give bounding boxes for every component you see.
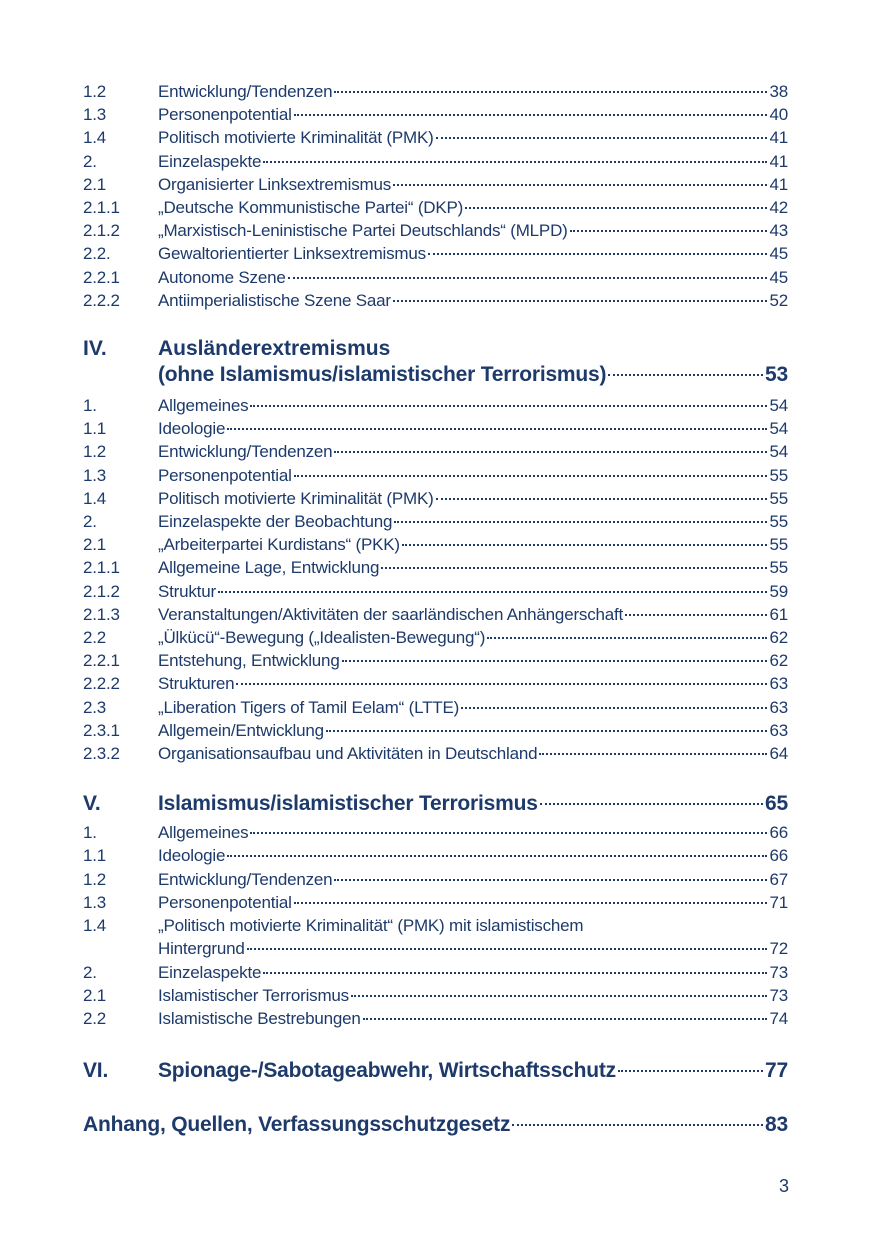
entry-page: 41 <box>769 174 788 194</box>
dot-leader <box>436 137 768 139</box>
entry-title: Struktur <box>158 581 216 601</box>
toc-entry[interactable] <box>83 984 788 1007</box>
entry-page: 40 <box>769 105 788 125</box>
entry-title: Entstehung, Entwicklung <box>158 651 340 671</box>
entry-page: 54 <box>769 396 788 416</box>
entry-number: 2.1.1 <box>83 558 120 578</box>
toc-group-linksextremismus <box>83 80 788 312</box>
entry-number: 2.1.3 <box>83 604 120 624</box>
toc-entry[interactable] <box>83 626 788 649</box>
entry-page: 55 <box>769 465 788 485</box>
section-page: 65 <box>765 792 788 816</box>
entry-title: Veranstaltungen/Aktivitäten der saarländischen Anhängerschaft <box>158 604 624 624</box>
entry-page: 71 <box>769 892 788 912</box>
entry-page: 73 <box>769 985 788 1005</box>
entry-number: 2.1 <box>83 535 107 555</box>
entry-page: 55 <box>769 558 788 578</box>
entry-page: 55 <box>769 535 788 555</box>
appendix-title: Anhang, Quellen, Verfassungsschutzgesetz <box>83 1113 511 1137</box>
entry-title: Personenpotential <box>158 105 292 125</box>
entry-page: 63 <box>769 720 788 740</box>
dot-leader <box>250 832 767 834</box>
toc-entry[interactable] <box>83 961 788 984</box>
toc-entry-1-4[interactable] <box>83 914 788 960</box>
section-number: VI. <box>83 1059 109 1083</box>
entry-title: Organisationsaufbau und Aktivitäten in Deutschland <box>158 744 538 764</box>
entry-page: 62 <box>769 628 788 648</box>
dot-leader <box>334 91 767 93</box>
entry-number: 1.1 <box>83 419 107 439</box>
toc-section-vi[interactable] <box>83 1058 788 1084</box>
toc-section-iv[interactable] <box>83 336 788 388</box>
entry-title: Einzelaspekte <box>158 962 262 982</box>
entry-number: 1.4 <box>83 128 107 148</box>
entry-title: Allgemeines <box>158 396 249 416</box>
dot-leader <box>294 902 768 904</box>
appendix-page: 83 <box>765 1113 788 1137</box>
dot-leader <box>394 521 767 523</box>
entry-number: 1.3 <box>83 105 107 125</box>
toc-entry[interactable] <box>83 80 788 103</box>
toc-entry[interactable] <box>83 672 788 695</box>
toc-entry[interactable] <box>83 844 788 867</box>
dot-leader <box>334 451 767 453</box>
entry-page: 63 <box>769 674 788 694</box>
toc-entry[interactable] <box>83 196 788 219</box>
dot-leader <box>465 207 767 209</box>
toc-entry[interactable] <box>83 603 788 626</box>
dot-leader <box>227 855 767 857</box>
entry-title: Politisch motivierte Kriminalität (PMK) <box>158 128 434 148</box>
entry-title: Einzelaspekte <box>158 151 262 171</box>
entry-title: Personenpotential <box>158 465 292 485</box>
dot-leader <box>263 161 767 163</box>
dot-leader <box>334 879 767 881</box>
entry-title: Antiimperialistische Szene Saar <box>158 290 391 310</box>
dot-leader <box>428 253 768 255</box>
entry-page: 66 <box>769 823 788 843</box>
toc-entry[interactable] <box>83 742 788 765</box>
dot-leader <box>227 428 767 430</box>
entry-page: 55 <box>769 488 788 508</box>
toc-entry[interactable] <box>83 649 788 672</box>
entry-page: 54 <box>769 442 788 462</box>
entry-number: 2.2 <box>83 628 107 648</box>
entry-page: 74 <box>769 1008 788 1028</box>
entry-number: 1.3 <box>83 892 107 912</box>
section-title: Ausländerextremismus <box>158 337 391 361</box>
entry-number: 2.2 <box>83 1008 107 1028</box>
entry-title: „Marxistisch-Leninistische Partei Deutschlands“ (MLPD) <box>158 221 568 241</box>
dot-leader <box>461 707 767 709</box>
entry-page: 38 <box>769 82 788 101</box>
dot-leader <box>625 614 767 616</box>
toc-entry[interactable] <box>83 821 788 844</box>
entry-number: 2. <box>83 962 97 982</box>
entry-title: Entwicklung/Tendenzen <box>158 442 333 462</box>
entry-page: 41 <box>769 151 788 171</box>
toc-group-auslaenderextremismus <box>83 394 788 765</box>
entry-number: 2.3.1 <box>83 720 120 740</box>
dot-leader <box>247 948 768 950</box>
toc-group-islamismus <box>83 821 788 914</box>
entry-page: 64 <box>769 744 788 764</box>
toc-entry[interactable] <box>83 289 788 312</box>
entry-number: 2. <box>83 512 97 532</box>
section-page: 77 <box>765 1059 788 1083</box>
entry-title: Allgemein/Entwicklung <box>158 720 324 740</box>
dot-leader <box>236 683 767 685</box>
entry-title: „Ülkücü“-Bewegung („Idealisten-Bewegung“) <box>158 628 486 648</box>
toc-entry[interactable] <box>83 417 788 440</box>
entry-title: Hintergrund <box>158 939 245 959</box>
entry-number: 2.2.1 <box>83 651 120 671</box>
toc-entry[interactable] <box>83 580 788 603</box>
entry-number: 1. <box>83 396 97 416</box>
dot-leader <box>218 591 768 593</box>
entry-page: 41 <box>769 128 788 148</box>
toc-entry[interactable] <box>83 556 788 579</box>
entry-number: 1.2 <box>83 869 107 889</box>
dot-leader <box>250 405 767 407</box>
section-title: Spionage-/Sabotageabwehr, Wirtschaftsschutz <box>158 1059 616 1083</box>
entry-page: 55 <box>769 512 788 532</box>
entry-page: 42 <box>769 198 788 218</box>
entry-title: Allgemeine Lage, Entwicklung <box>158 558 380 578</box>
toc-entry[interactable] <box>83 266 788 289</box>
toc-entry[interactable] <box>83 150 788 173</box>
entry-page: 72 <box>769 939 788 959</box>
entry-number: 2.3 <box>83 697 107 717</box>
dot-leader <box>294 114 768 116</box>
entry-number: 1.3 <box>83 465 107 485</box>
toc-group-islamismus-aspekte <box>83 961 788 1031</box>
entry-page: 62 <box>769 651 788 671</box>
entry-title: Islamistischer Terrorismus <box>158 985 349 1005</box>
toc-entry[interactable] <box>83 103 788 126</box>
entry-title: „Deutsche Kommunistische Partei“ (DKP) <box>158 198 464 218</box>
dot-leader <box>402 544 768 546</box>
toc-entry[interactable] <box>83 219 788 242</box>
entry-number: 1.4 <box>83 916 107 936</box>
dot-leader <box>351 995 768 997</box>
entry-number: 2.2.2 <box>83 674 120 694</box>
entry-number: 2.1.1 <box>83 198 120 218</box>
toc-entry[interactable] <box>83 1007 788 1030</box>
entry-title: Ideologie <box>158 846 226 866</box>
entry-number: 1.2 <box>83 82 107 101</box>
entry-page: 59 <box>769 581 788 601</box>
dot-leader <box>288 277 768 279</box>
dot-leader <box>393 300 768 302</box>
entry-title: Allgemeines <box>158 823 249 843</box>
dot-leader <box>363 1018 768 1020</box>
toc-entry[interactable] <box>83 891 788 914</box>
entry-title: „Politisch motivierte Kriminalität“ (PMK) mit islamistischem <box>158 916 584 936</box>
entry-number: 2.2.2 <box>83 290 120 310</box>
dot-leader <box>381 567 767 569</box>
entry-title: Entwicklung/Tendenzen <box>158 82 333 101</box>
entry-page: 43 <box>769 221 788 241</box>
toc-appendix[interactable] <box>83 1112 788 1138</box>
entry-title: Personenpotential <box>158 892 292 912</box>
entry-title: Entwicklung/Tendenzen <box>158 869 333 889</box>
dot-leader <box>618 1070 763 1072</box>
entry-number: 2.1 <box>83 174 107 194</box>
entry-number: 2.2.1 <box>83 267 120 287</box>
entry-page: 45 <box>769 267 788 287</box>
entry-number: 2.1 <box>83 985 107 1005</box>
dot-leader <box>608 374 763 376</box>
section-title: Islamismus/islamistischer Terrorismus <box>158 792 538 816</box>
entry-number: 1. <box>83 823 97 843</box>
section-number: V. <box>83 792 101 816</box>
dot-leader <box>539 753 767 755</box>
entry-number: 2. <box>83 151 97 171</box>
toc-entry[interactable] <box>83 533 788 556</box>
dot-leader <box>512 1124 763 1126</box>
toc-entry[interactable] <box>83 510 788 533</box>
table-of-contents <box>83 80 788 1138</box>
dot-leader <box>342 660 768 662</box>
entry-number: 1.4 <box>83 488 107 508</box>
toc-entry[interactable] <box>83 394 788 417</box>
section-number: IV. <box>83 337 107 361</box>
entry-title: Einzelaspekte der Beobachtung <box>158 512 393 532</box>
dot-leader <box>487 637 767 639</box>
entry-page: 52 <box>769 290 788 310</box>
entry-page: 73 <box>769 962 788 982</box>
toc-entry[interactable] <box>83 487 788 510</box>
dot-leader <box>326 730 768 732</box>
entry-title: Ideologie <box>158 419 226 439</box>
entry-title: Politisch motivierte Kriminalität (PMK) <box>158 488 434 508</box>
toc-entry[interactable] <box>83 696 788 719</box>
toc-entry[interactable] <box>83 126 788 149</box>
dot-leader <box>294 475 768 477</box>
toc-entry[interactable] <box>83 242 788 265</box>
entry-page: 61 <box>769 604 788 624</box>
entry-page: 63 <box>769 697 788 717</box>
section-title: (ohne Islamismus/islamistischer Terrorismus) <box>158 363 607 387</box>
entry-page: 45 <box>769 244 788 264</box>
entry-number: 2.1.2 <box>83 221 120 241</box>
entry-title: Islamistische Bestrebungen <box>158 1008 361 1028</box>
entry-number: 1.2 <box>83 442 107 462</box>
entry-number: 2.2. <box>83 244 111 264</box>
entry-title: „Arbeiterpartei Kurdistans“ (PKK) <box>158 535 400 555</box>
entry-number: 2.3.2 <box>83 744 120 764</box>
entry-title: Strukturen <box>158 674 235 694</box>
entry-number: 1.1 <box>83 846 107 866</box>
entry-title: Organisierter Linksextremismus <box>158 174 392 194</box>
page-number: 3 <box>778 1176 789 1196</box>
toc-entry[interactable] <box>83 868 788 891</box>
dot-leader <box>436 498 768 500</box>
entry-page: 67 <box>769 869 788 889</box>
entry-title: Gewaltorientierter Linksextremismus <box>158 244 426 264</box>
entry-page: 54 <box>769 419 788 439</box>
toc-entry[interactable] <box>83 464 788 487</box>
dot-leader <box>570 230 768 232</box>
toc-entry[interactable] <box>83 173 788 196</box>
entry-number: 2.1.2 <box>83 581 120 601</box>
toc-entry[interactable] <box>83 719 788 742</box>
section-page: 53 <box>765 363 788 387</box>
entry-title: Autonome Szene <box>158 267 286 287</box>
toc-entry[interactable] <box>83 440 788 463</box>
entry-title: „Liberation Tigers of Tamil Eelam“ (LTTE) <box>158 697 460 717</box>
dot-leader <box>540 803 763 805</box>
dot-leader <box>393 184 767 186</box>
toc-section-v[interactable] <box>83 791 788 817</box>
entry-page: 66 <box>769 846 788 866</box>
dot-leader <box>263 972 767 974</box>
